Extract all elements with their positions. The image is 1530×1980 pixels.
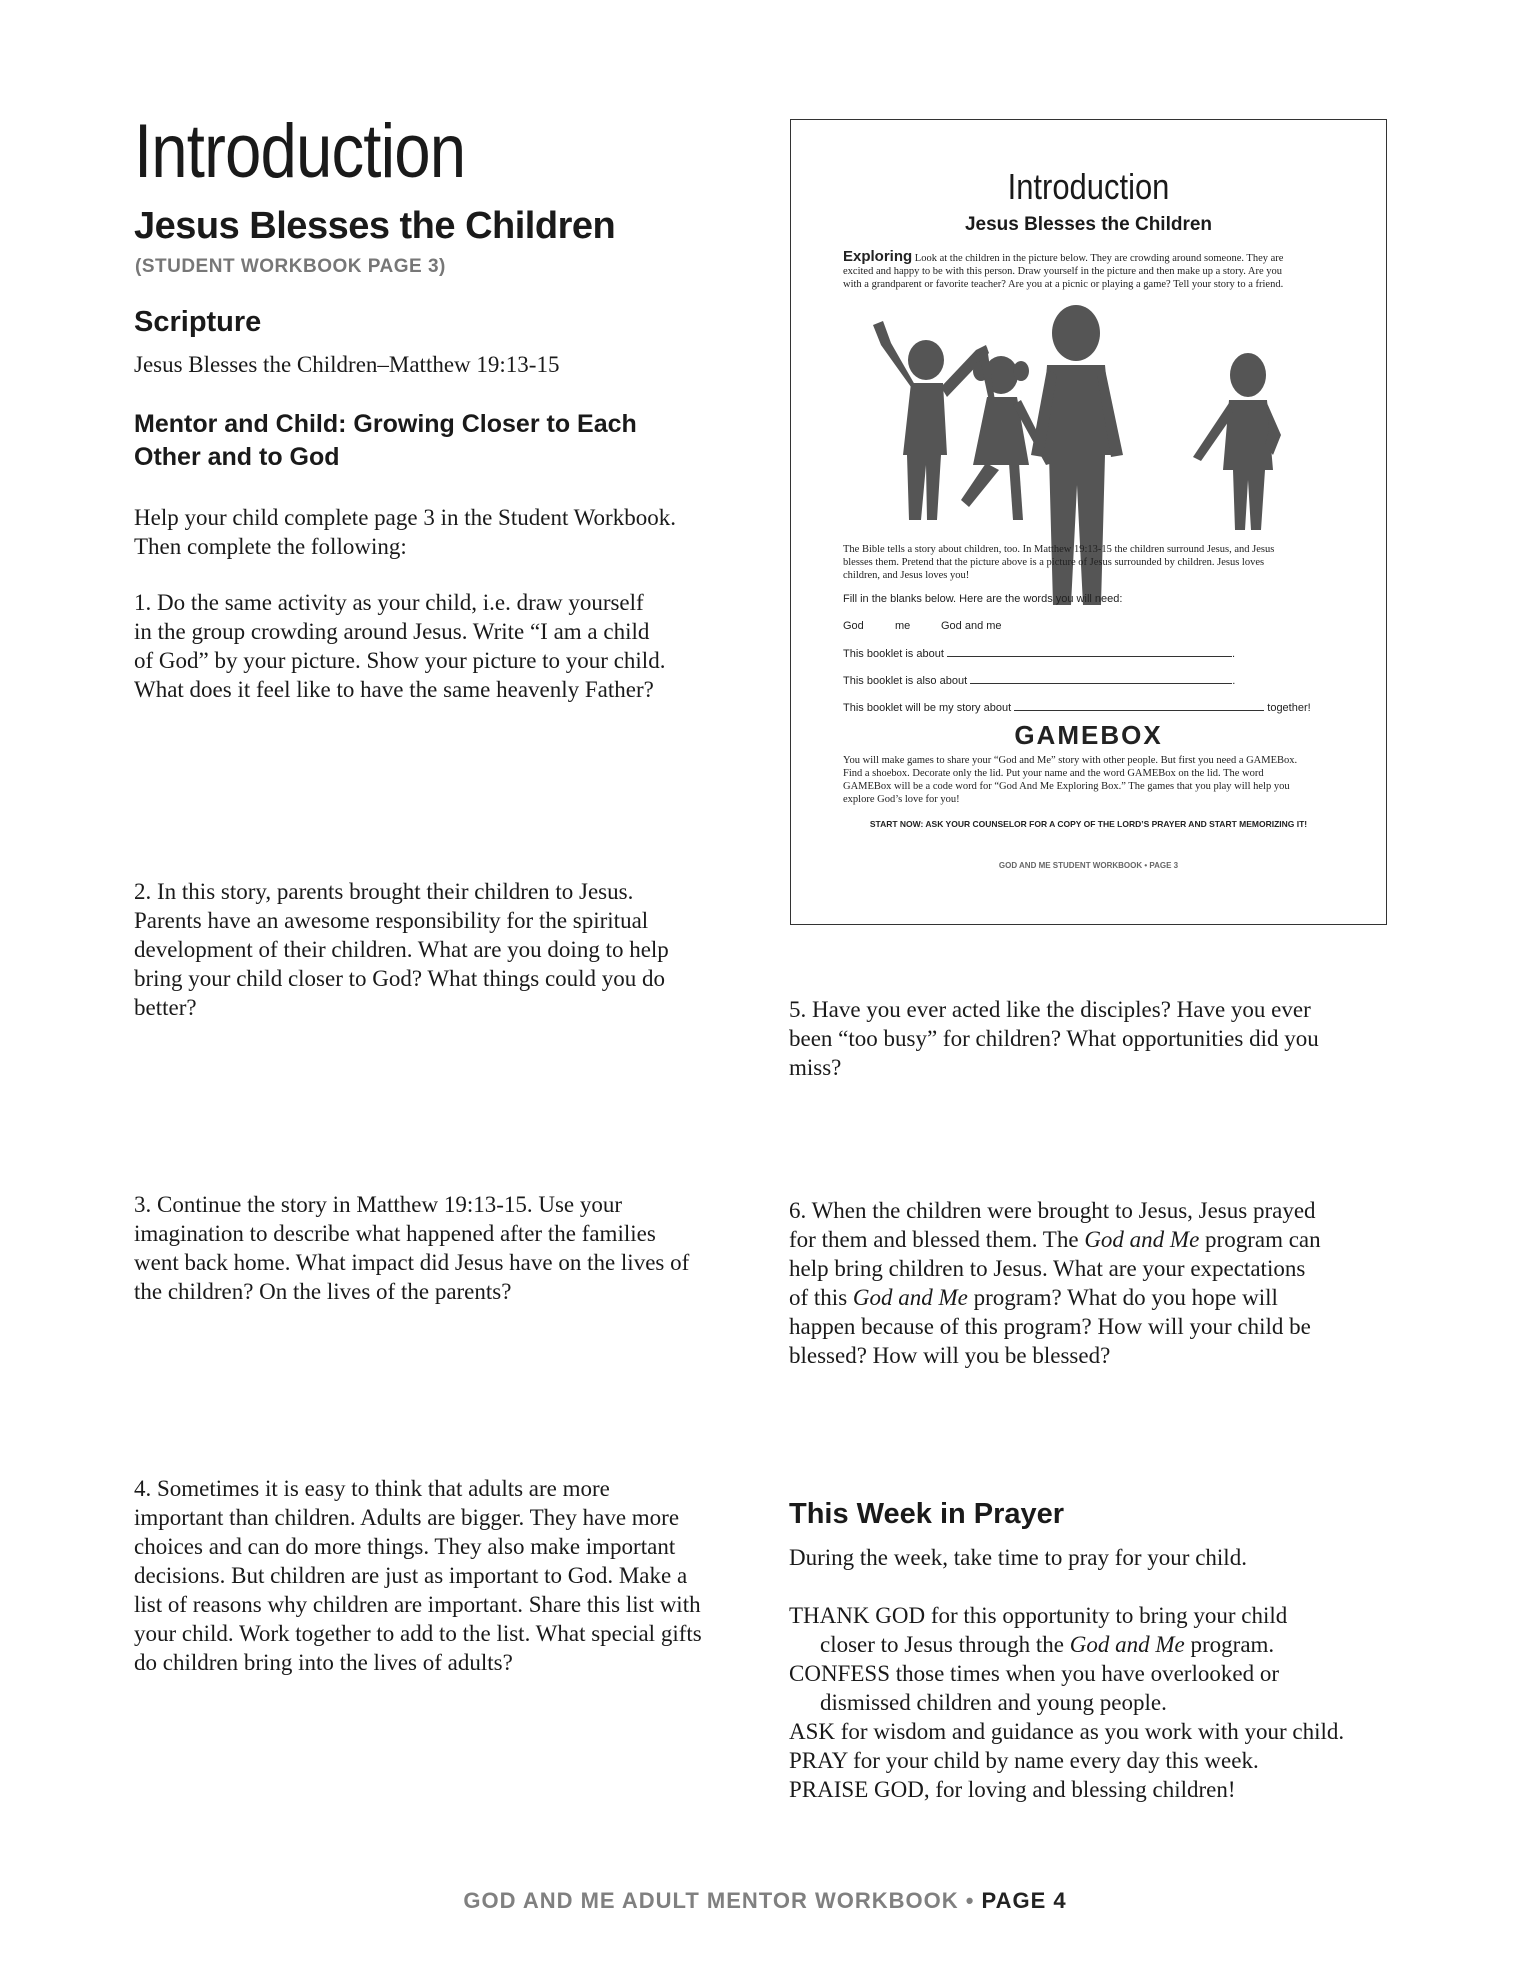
question-1 [134,588,734,704]
footer-page-number: PAGE 4 [981,1888,1067,1913]
text-span: program. [1184,1632,1275,1657]
page-title: Introduction [134,109,466,194]
prayer-item-ask: ASK for wisdom and guidance as you work with your child. [789,1719,1345,1744]
text-line: better? [134,995,197,1020]
text-line: decisions. But children are just as important to God. Make a [134,1563,688,1588]
prayer-item-confess-cont: dismissed children and young people. [820,1690,1167,1715]
text-line: of God” by your picture. Show your picture to your child. [134,648,666,673]
text-line: in the group crowding around Jesus. Write “I am a child [134,619,650,644]
text-line: bring your child closer to God? What things could you do [134,966,666,991]
text-line: excited and happy to be with this person. Draw yourself in the picture and then make up a story. Are you [843,266,1283,277]
text-line: 5. Have you ever acted like the disciples? Have you ever [789,997,1311,1022]
mentor-heading-line: Other and to God [134,443,340,471]
text-line: Then complete the following: [134,534,407,559]
prayer-item-thank: THANK GOD for this opportunity to bring your child [789,1603,1288,1628]
prayer-heading: This Week in Prayer [789,1498,1065,1530]
blank-line [947,647,1232,657]
mentor-heading-line: Mentor and Child: Growing Closer to Each [134,410,637,438]
thumbnail-footer: GOD AND ME STUDENT WORKBOOK • PAGE 3 [998,861,1179,870]
text-line: blessed? How will you be blessed? [789,1343,1111,1368]
mentor-intro [134,503,676,561]
word-bank-1: God [843,620,864,632]
text-line: blesses them. Pretend that the picture above is a picture of Jesus surrounded by children. Jesus loves [843,557,1265,568]
scripture-heading: Scripture [134,306,262,338]
prayer-item-praise: PRAISE GOD, for loving and blessing children! [789,1777,1236,1802]
student-workbook-thumbnail [790,119,1387,925]
text-line: Help your child complete page 3 in the Student Workbook. [134,505,676,530]
blank-line [1014,701,1264,711]
lesson-title: Jesus Blesses the Children [134,205,616,247]
program-name: God and Me [852,1285,968,1310]
prayer-intro: During the week, take time to pray for your child. [789,1545,1247,1570]
workbook-reference: (STUDENT WORKBOOK PAGE 3) [135,256,446,277]
question-4 [134,1474,734,1677]
text-line: the children? On the lives of the parents? [134,1279,512,1304]
scripture-text: Jesus Blesses the Children–Matthew 19:13-15 [134,352,560,377]
blank-label: This booklet is about [843,648,944,660]
text-line: your child. Work together to add to the list. What special gifts [134,1621,702,1646]
question-6 [789,1196,1389,1370]
text-line: happen because of this program? How will your child be [789,1314,1311,1339]
text-line: help bring children to Jesus. What are your expectations [789,1256,1306,1281]
text-line: The Bible tells a story about children, too. In Matthew 19:13-15 the children surround Jesus, and Jesus [843,544,1275,555]
blank-label-end: together! [1267,702,1311,714]
blank-line [970,674,1232,684]
prayer-item-thank-cont [789,1630,1409,1659]
question-3 [134,1190,734,1306]
text-span: closer to Jesus through the [820,1632,1070,1657]
text-line: 3. Continue the story in Matthew 19:13-15. Use your [134,1192,623,1217]
text-line: list of reasons why children are important. Share this list with [134,1592,701,1617]
mentor-heading [134,408,637,474]
question-2 [134,877,734,1022]
text-span: for them and blessed them. The [789,1227,1085,1252]
text-span: program can [1199,1227,1321,1252]
text-line: development of their children. What are you doing to help [134,937,669,962]
text-span: of this [789,1285,853,1310]
text-line: Parents have an awesome responsibility for the spiritual [134,908,649,933]
exploring-label: Exploring [843,248,913,265]
thumbnail-start-now: START NOW: ASK YOUR COUNSELOR FOR A COPY OF THE LORD’S PRAYER AND START MEMORIZING IT! [869,819,1308,829]
word-bank-3: God and me [941,620,1002,632]
gamebox-logo: GAMEBOX [1014,720,1163,750]
prayer-item-pray: PRAY for your child by name every day this week. [789,1748,1259,1773]
text-line: GAMEBox will be a code word for “God And Me Exploring Box.” The games that you play will help you [843,781,1290,792]
text-line: children, and Jesus loves you! [843,570,970,581]
question-5 [789,995,1389,1082]
text-line [789,1225,1389,1254]
text-line: 2. In this story, parents brought their children to Jesus. [134,879,634,904]
text-line: important than children. Adults are bigger. They have more [134,1505,680,1530]
blank-label: This booklet is also about [843,675,968,687]
thumbnail-gamebox-paragraph [843,754,1343,806]
blank-label: This booklet will be my story about [843,702,1012,714]
word-bank-2: me [895,620,911,632]
program-name: God and Me [1069,1632,1185,1657]
thumbnail-title: Introduction [1007,166,1170,207]
fill-blank-1: This booklet is about . [843,648,1236,660]
text-line: imagination to describe what happened after the families [134,1221,656,1246]
text-line: Look at the children in the picture below. They are crowding around someone. They are [912,253,1284,264]
thumbnail-subtitle: Jesus Blesses the Children [964,214,1213,235]
text-line: 6. When the children were brought to Jesus, Jesus prayed [789,1198,1316,1223]
thumbnail-exploring [843,250,1343,291]
thumbnail-bible-paragraph [843,543,1343,582]
text-line: explore God’s love for you! [843,794,960,805]
text-line [789,1283,1389,1312]
text-line: 4. Sometimes it is easy to think that adults are more [134,1476,610,1501]
text-line: You will make games to share your “God and Me” story with other people. But first you need a GAMEBox. [843,755,1298,766]
text-line: 1. Do the same activity as your child, i.e. draw yourself [134,590,644,615]
page-footer [0,1888,1530,1914]
text-line: went back home. What impact did Jesus have on the lives of [134,1250,690,1275]
text-line: with a grandparent or favorite teacher? Are you at a picnic or playing a game? Tell your story to a friend. [843,279,1284,290]
fill-blank-2: This booklet is also about . [843,675,1236,687]
program-name: God and Me [1084,1227,1200,1252]
text-span: program? What do you hope will [967,1285,1278,1310]
text-line: been “too busy” for children? What opportunities did you [789,1026,1319,1051]
prayer-item-confess: CONFESS those times when you have overlooked or [789,1661,1279,1686]
footer-title: GOD AND ME ADULT MENTOR WORKBOOK • [463,1888,982,1913]
fill-blank-3 [843,701,1311,714]
text-line: Find a shoebox. Decorate only the lid. Put your name and the word GAMEBox on the lid. The word [843,768,1264,779]
text-line: do children bring into the lives of adults? [134,1650,513,1675]
text-line: What does it feel like to have the same heavenly Father? [134,677,654,702]
fill-in-intro: Fill in the blanks below. Here are the words you will need: [843,593,1123,605]
text-line: miss? [789,1055,842,1080]
prayer-list [789,1601,1409,1804]
text-line: choices and can do more things. They also make important [134,1534,676,1559]
